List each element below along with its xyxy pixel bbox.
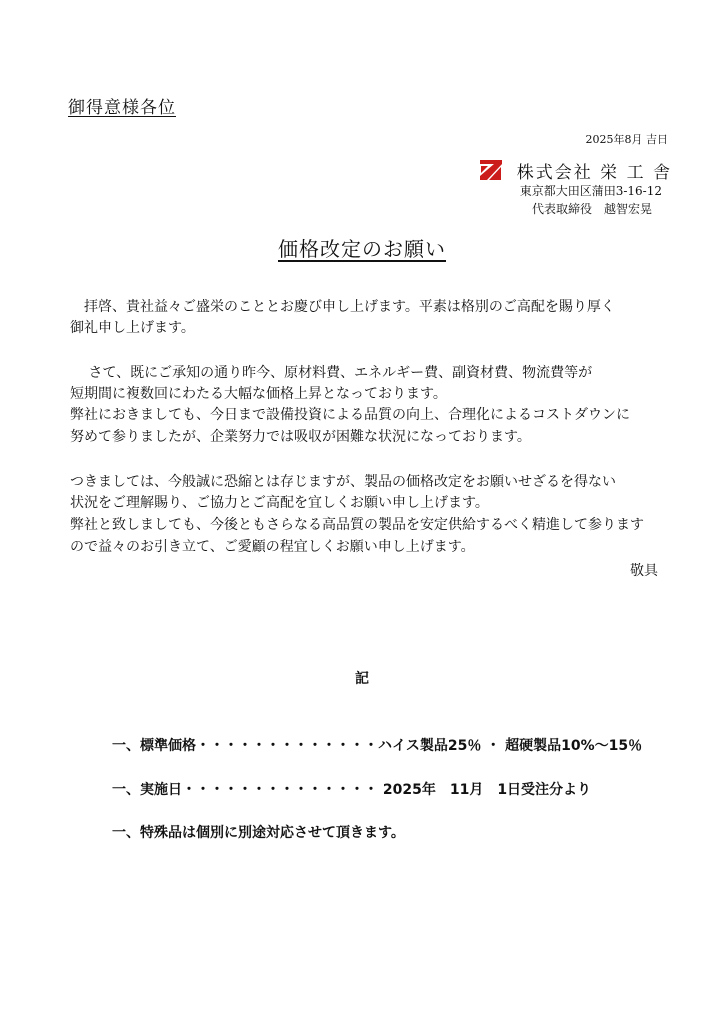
document-title-text: 価格改定のお願い [278, 237, 446, 261]
company-address: 東京都大田区蒲田3-16-12 [519, 184, 662, 198]
closing-keigu: 敬具 [630, 563, 658, 579]
body-p2-line-1: さて、既にご承知の通り昨今、原材料費、エネルギー費、副資材費、物流費等が [70, 365, 593, 381]
body-p3-line-2: 状況をご理解賜り、ご協力とご高配を宜しくお願い申し上げます。 [70, 495, 489, 511]
body-p1-line-2: 御礼申し上げます。 [70, 320, 195, 336]
body-p1-line-1: 拝啓、貴社益々ご盛栄のこととお慶び申し上げます。平素は格別のご高配を賜り厚く [70, 299, 615, 315]
document-title [0, 233, 724, 262]
body-p3-line-3: 弊社と致しましても、今後ともさらなる高品質の製品を安定供給するべく精進して参ります [70, 517, 644, 533]
issue-date: 2025年8月 吉日 [585, 133, 668, 146]
item-special-products: 一、特殊品は個別に別途対応させて頂きます。 [112, 825, 405, 841]
company-logo-icon [479, 159, 503, 181]
sender-company-row [479, 158, 672, 182]
item-effective-date: 一、実施日・・・・・・・・・・・・・・ 2025年 11月 1日受注分より [112, 782, 592, 798]
ki-heading: 記 [355, 671, 369, 687]
item-standard-price: 一、標準価格・・・・・・・・・・・・・ハイス製品25％ ・ 超硬製品10%～15％ [112, 738, 643, 754]
body-p2-line-4: 努めて参りましたが、企業努力では吸収が困難な状況になっております。 [70, 429, 531, 445]
body-p2-line-3: 弊社におきましても、今日まで設備投資による品質の向上、合理化によるコストダウンに [70, 407, 630, 423]
body-p2-line-2: 短期間に複数回にわたる大幅な価格上昇となっております。 [70, 386, 447, 402]
body-p3-line-4: ので益々のお引き立て、ご愛顧の程宜しくお願い申し上げます。 [70, 539, 475, 555]
representative-name: 代表取締役 越智宏晃 [531, 202, 652, 216]
company-name: 株式会社 栄 工 舎 [516, 162, 672, 183]
body-p3-line-1: つきましては、今般誠に恐縮とは存じますが、製品の価格改定をお願いせざるを得ない [70, 474, 616, 490]
addressee: 御得意様各位 [68, 98, 176, 118]
